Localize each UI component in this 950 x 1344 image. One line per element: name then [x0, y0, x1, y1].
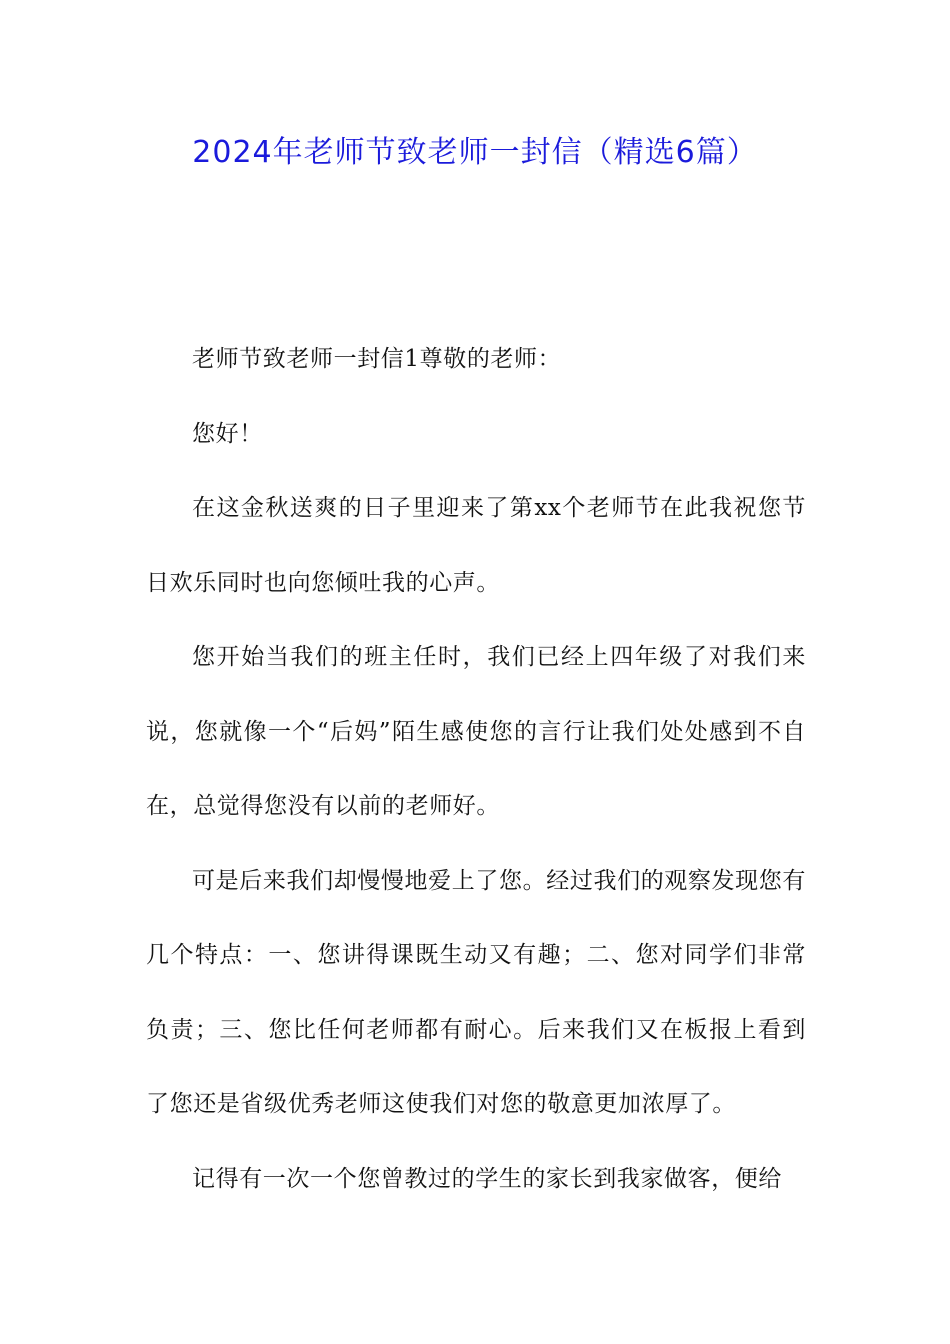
paragraph-salutation: 老师节致老师一封信1尊敬的老师：	[192, 346, 562, 372]
document-title: 2024年老师节致老师一封信（精选6篇）	[192, 135, 758, 170]
letter-body	[146, 322, 806, 1216]
paragraph-first-impression: 您开始当我们的班主任时，我们已经上四年级了对我们来说，您就像一个“后妈”陌生感使您的言行让我们处处感到不自在，总觉得您没有以前的老师好。	[146, 644, 806, 819]
paragraph-traits: 可是后来我们却慢慢地爱上了您。经过我们的观察发现您有几个特点：一、您讲得课既生动又有趣；二、您对同学们非常负责；三、您比任何老师都有耐心。后来我们又在板报上看到了您还是省级优秀老师这使我们对您的敬意更加浓厚了。	[146, 867, 806, 1117]
paragraph-memory: 记得有一次一个您曾教过的学生的家长到我家做客，便给	[192, 1165, 782, 1192]
paragraph-greeting: 您好！	[192, 420, 263, 447]
paragraph-teachers-day: 在这金秋送爽的日子里迎来了第xx个老师节在此我祝您节日欢乐同时也向您倾吐我的心声。	[146, 495, 806, 596]
